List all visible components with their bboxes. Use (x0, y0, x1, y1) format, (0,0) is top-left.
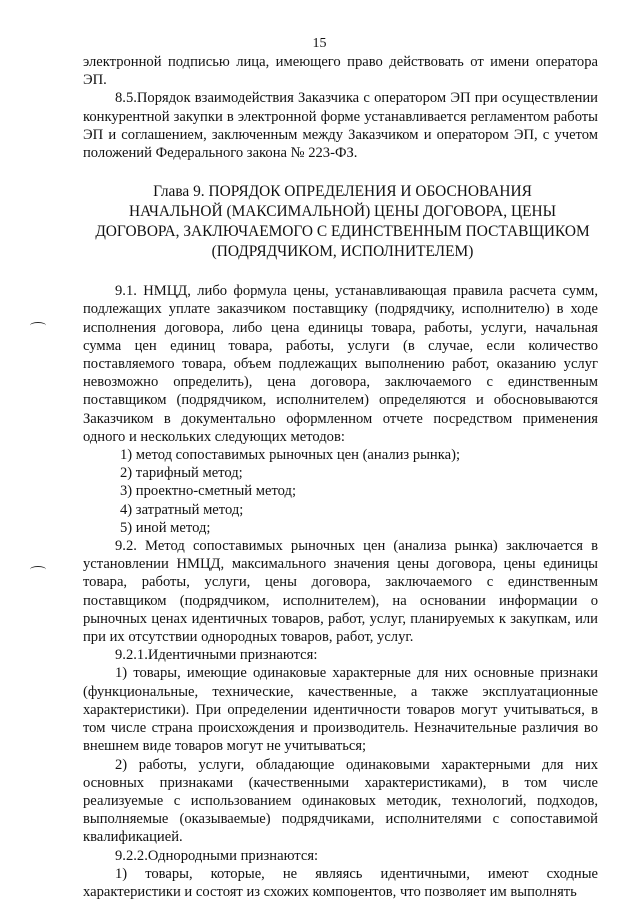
method-item: 5) иной метод; (120, 519, 211, 536)
chapter-title-line: Глава 9. ПОРЯДОК ОПРЕДЕЛЕНИЯ И ОБОСНОВАНИЯ (153, 183, 532, 201)
chapter-title-line: НАЧАЛЬНОЙ (МАКСИМАЛЬНОЙ) ЦЕНЫ ДОГОВОРА, ЦЕНЫ (128, 203, 557, 221)
paragraph-continuation: электронной подписью лица, имеющего право действовать от имени оператора ЭП. (83, 54, 598, 89)
paragraph-9-2-1: 9.2.1.Идентичными признаются: (115, 647, 318, 664)
paragraph-8-5: 8.5.Порядок взаимодействия Заказчика с оператором ЭП при осуществлении конкурентной закупки в электронной форме устанавливается регламентом работы ЭП и соглашением, заключенным между Заказчиком и оператором ЭП, с учетом положений Федерального закона № 223-ФЗ. (83, 90, 598, 162)
paragraph-9-2: 9.2. Метод сопоставимых рыночных цен (анализа рынка) заключается в установлении НМЦД, максимального значения цены договора, цены единицы товара, работы, услуги, цены договора, заключаемого с единственным поставщиком (подрядчиком, исполнителем), на основании информации о рыночных ценах идентичных товаров, работ, услуг, планируемых к закупкам, или при их отсутствии однородных товаров, работ, услуг. (83, 538, 598, 646)
paragraph-9-2-2: 9.2.2.Однородными признаются: (115, 847, 319, 864)
method-item: 1) метод сопоставимых рыночных цен (анализ рынка); (120, 447, 461, 464)
margin-mark (30, 322, 46, 329)
paragraph-9-2-1-item-1: 1) товары, имеющие одинаковые характерные для них основные признаки (функциональные, технические, качественные, а также эксплуатационные характеристики). При определении идентичности товаров могут учитываться, в том числе страна происхождения и производитель. Незначительные различия во внешнем виде товаров могут не учитываться; (83, 665, 598, 755)
paragraph-9-1: 9.1. НМЦД, либо формула цены, устанавливающая правила расчета сумм, подлежащих уплате заказчиком поставщику (подрядчику, исполнителю) в ходе исполнения договора, либо цена единицы товара, работы, услуги, начальная сумма цен единиц товара, работы, услуги (в случае, если количество поставляемого товара, объем подлежащих выполнению работ, оказанию услуг невозможно определить), цена договора, заключаемого с единственным поставщиком (подрядчиком, исполнителем) определяются и обосновываются Заказчиком в документально оформленном отчете посредством применения одного и нескольких следующих методов: (83, 283, 598, 445)
method-item: 3) проектно-сметный метод; (120, 483, 297, 500)
method-item: 2) тарифный метод; (120, 465, 243, 482)
chapter-title-line: ДОГОВОРА, ЗАКЛЮЧАЕМОГО С ЕДИНСТВЕННЫМ ПОСТАВЩИКОМ (95, 223, 590, 241)
chapter-title-line: (ПОДРЯДЧИКОМ, ИСПОЛНИТЕЛЕМ) (211, 243, 474, 261)
margin-mark (30, 566, 46, 573)
paragraph-9-2-1-item-2: 2) работы, услуги, обладающие одинаковыми характерными для них основных признаками (качественными характеристиками), в том числе реализуемые с использованием одинаковых методик, технологий, подходов, выполняемые (оказываемые) подрядчиками, исполнителями с сопоставимой квалификацией. (83, 756, 598, 846)
paragraph-9-2-2-item-1: 1) товары, которые, не являясь идентичными, имеют сходные характеристики и состоят из схожих компонентов, что позволяет им выполнять (83, 865, 598, 900)
document-body (83, 53, 598, 901)
method-item: 4) затратный метод; (120, 501, 244, 518)
page-number: 15 (312, 36, 327, 51)
chapter-title (83, 182, 598, 262)
